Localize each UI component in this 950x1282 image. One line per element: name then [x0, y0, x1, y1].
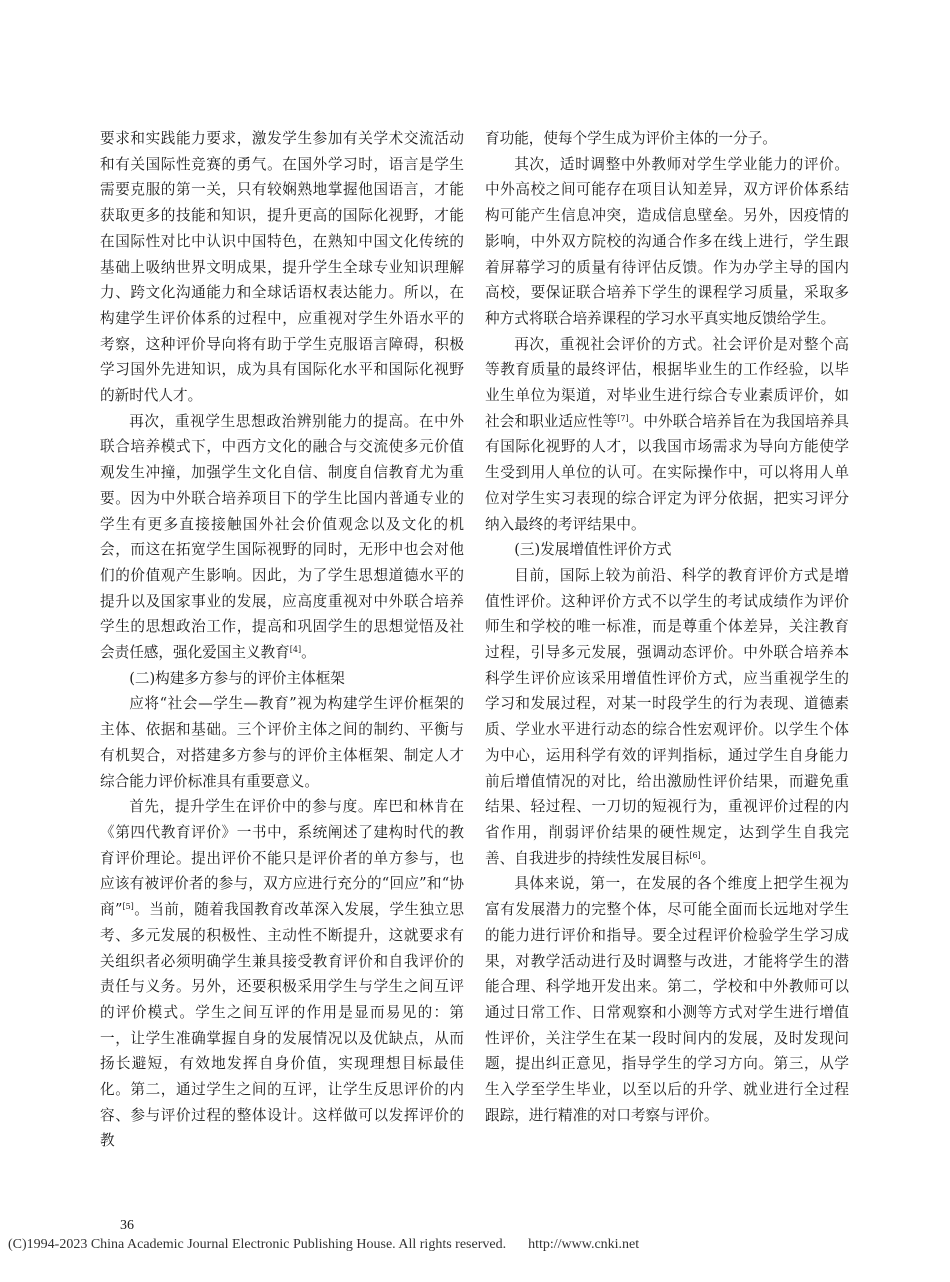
- section-heading: (二)构建多方参与的评价主体框架: [129, 669, 345, 687]
- paragraph: 其次，适时调整中外教师对学生学业能力的评价。中外高校之间可能存在项目认知差异，双方评价体系结构可能产生信息冲突，造成信息壁垒。另外，因疫情的影响，中外双方院校的沟通合作多在线上进行，学生跟着屏幕学习的质量有待评估反馈。作为办学主导的国内高校，要保证联合培养下学生的课程学习质量，采取多种方式将联合培养课程的学习水平真实地反馈给学生。: [485, 155, 849, 327]
- paragraph: 再次，重视学生思想政治辨别能力的提高。在中外联合培养模式下，中西方文化的融合与交流使多元价值观发生冲撞，加强学生文化自信、制度自信教育尤为重要。因为中外联合培养项目下的学生比国内普通专业的学生有更多直接接触国外社会价值观念以及文化的机会，而这在拓宽学生国际视野的同时，无形中也会对他们的价值观产生影响。因此，为了学生思想道德水平的提升以及国家事业的发展，应高度重视对中外联合培养学生的思想政治工作，提高和巩固学生的思想觉悟及社会责任感，强化爱国主义教育[4]。: [100, 412, 464, 662]
- paragraph: 具体来说，第一，在发展的各个维度上把学生视为富有发展潜力的完整个体，尽可能全面而长远地对学生的能力进行评价和指导。要全过程评价检验学生学习成果，对教学活动进行及时调整与改进，才能将学生的潜能合理、科学地开发出来。第二，学校和中外教师可以通过日常工作、日常观察和小测等方式对学生进行增值性评价，关注学生在某一段时间内的发展，及时发现问题，提出纠正意见，指导学生的学习方向。第三，从学生入学至学生毕业，以至以后的升学、就业进行全过程跟踪，进行精准的对口考察与评价。: [485, 875, 849, 1124]
- paragraph: 应将“社会—学生—教育”视为构建学生评价框架的主体、依据和基础。三个评价主体之间的制约、平衡与有机契合，对搭建多方参与的评价主体框架、制定人才综合能力评价标准具有重要意义。: [100, 695, 464, 790]
- right-column: [485, 126, 849, 1128]
- section-heading: (三)发展增值性评价方式: [514, 541, 672, 559]
- footer-url[interactable]: http://www.cnki.net: [528, 1237, 640, 1252]
- paragraph: 育功能，使每个学生成为评价主体的一分子。: [485, 130, 777, 147]
- page-number: 36: [120, 1218, 134, 1233]
- paragraph: 首先，提升学生在评价中的参与度。库巴和林肯在《第四代教育评价》一书中，系统阐述了建构时代的教育评价理论。提出评价不能只是评价者的单方参与，也应该有被评价者的参与，双方应进行充分的“回应”和“协商”[5]。当前，随着我国教育改革深入发展，学生独立思考、多元发展的积极性、主动性不断提升，这就要求有关组织者必须明确学生兼具接受教育评价和自我评价的责任与义务。另外，还要积极采用学生与学生之间互评的评价模式。学生之间互评的作用是显而易见的：第一，让学生准确掌握自身的发展情况以及优缺点，从而扬长避短，有效地发挥自身价值，实现理想目标最佳化。第二，通过学生之间的互评，让学生反思评价的内容、参与评价过程的整体设计。这样做可以发挥评价的教: [100, 798, 464, 1150]
- left-column: [100, 126, 464, 1154]
- citation: [4]: [289, 645, 302, 655]
- citation: [7]: [617, 413, 629, 423]
- paragraph: 目前，国际上较为前沿、科学的教育评价方式是增值性评价。这种评价方式不以学生的考试成绩作为评价师生和学校的唯一标准，而是尊重个体差异，关注教育过程，引导多元发展，强调动态评价。中外联合培养本科学生评价应该采用增值性评价方式，应当重视学生的学习和发展过程，对某一时段学生的行为表现、道德素质、学业水平进行动态的综合性宏观评价。以学生个体为中心，运用科学有效的评判指标，通过学生自身能力前后增值情况的对比，给出激励性评价结果，而避免重结果、轻过程、一刀切的短视行为，重视评价过程的内省作用，削弱评价结果的硬性规定，达到学生自我完善、自我进步的持续性发展目标[6]。: [485, 566, 849, 867]
- paragraph: 要求和实践能力要求，激发学生参加有关学术交流活动和有关国际性竞赛的勇气。在国外学习时，语言是学生需要克服的第一关，只有较娴熟地掌握他国语言，才能获取更多的技能和知识，提升更高的国际化视野，才能在国际性对比中认识中国特色，在熟知中国文化传统的基础上吸纳世界文明成果，提升学生全球专业知识理解力、跨文化沟通能力和全球话语权表达能力。所以，在构建学生评价体系的过程中，应重视对学生外语水平的考察，这种评价导向将有助于学生克服语言障碍，积极学习国外先进知识，成为具有国际化水平和国际化视野的新时代人才。: [100, 130, 464, 405]
- footer: [8, 1237, 942, 1253]
- paragraph: 再次，重视社会评价的方式。社会评价是对整个高等教育质量的最终评估，根据毕业生的工作经验，以毕业生单位为渠道，对毕业生进行综合专业素质评价，如社会和职业适应性等[7]。中外联合培养旨在为我国培养具有国际化视野的人才，以我国市场需求为导向方能使学生受到用人单位的认可。在实际操作中，可以将用人单位对学生实习表现的综合评定为评分依据，把实习评分纳入最终的考评结果中。: [485, 335, 849, 533]
- citation: [6]: [689, 850, 701, 860]
- citation: [5]: [122, 902, 134, 912]
- footer-copyright: (C)1994-2023 China Academic Journal Electronic Publishing House. All rights reserved.: [8, 1237, 507, 1252]
